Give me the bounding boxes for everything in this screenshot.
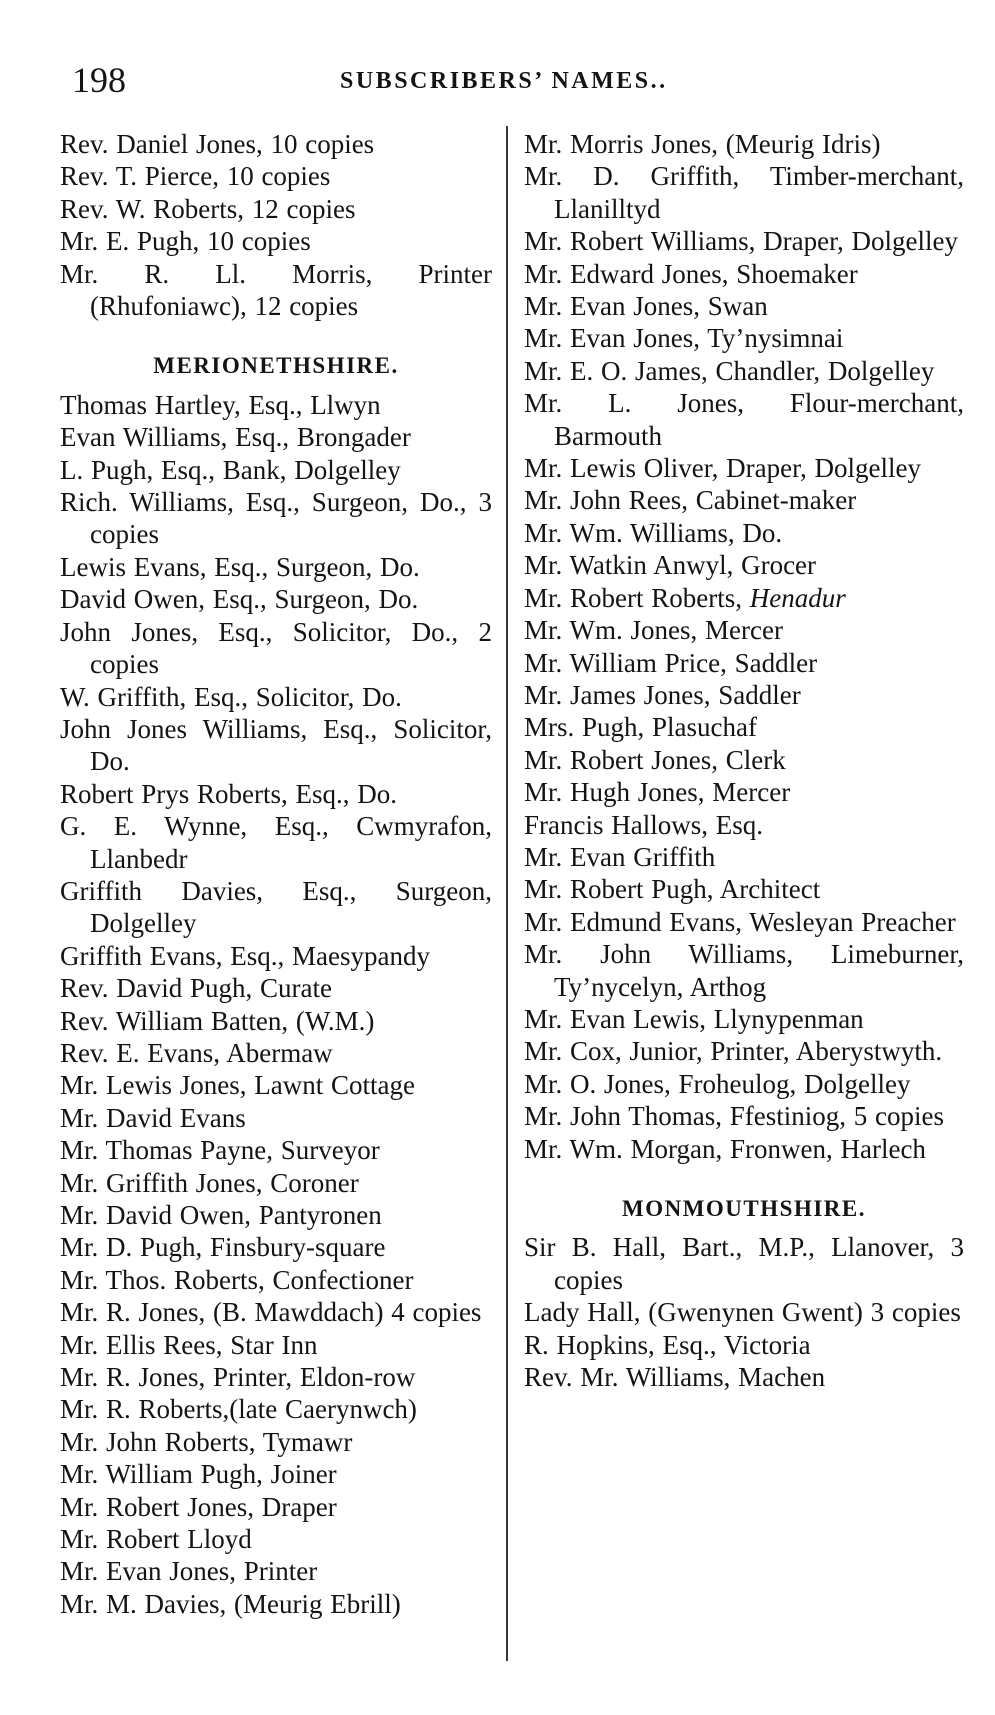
page-number: 198 — [72, 60, 126, 100]
list-item: W. Griffith, Esq., Solicitor, Do. — [60, 681, 402, 712]
list-item: Mr. Robert Lloyd — [60, 1524, 252, 1555]
column-rule — [506, 126, 508, 1661]
list-item: Mr. Evan Jones, Swan — [524, 291, 768, 322]
list-item: Rev. Mr. Williams, Machen — [524, 1362, 826, 1393]
list-item: Mr. Thos. Roberts, Confectioner — [60, 1264, 414, 1295]
list-item: Mr. Lewis Oliver, Draper, Dolgelley — [524, 453, 921, 484]
list-item: Mr. Lewis Jones, Lawnt Cottage — [60, 1070, 415, 1101]
list-item: Mr. Evan Jones, Ty’nysimnai — [524, 323, 844, 354]
section-heading-merionethshire: MERIONETHSHIRE. — [153, 353, 399, 379]
list-item: Rev. David Pugh, Curate — [60, 973, 332, 1004]
list-item: David Owen, Esq., Surgeon, Do. — [60, 584, 419, 615]
list-item: Mr. Edward Jones, Shoemaker — [524, 258, 858, 289]
list-item: Rev. E. Evans, Abermaw — [60, 1037, 333, 1068]
list-item: Robert Prys Roberts, Esq., Do. — [60, 778, 397, 809]
list-item: Mr. Morris Jones, (Meurig Idris) — [524, 129, 881, 159]
list-item — [524, 582, 964, 614]
list-item: Mr. Robert Pugh, Architect — [524, 874, 821, 905]
list-item: Mr. M. Davies, (Meurig Ebrill) — [60, 1588, 401, 1619]
list-item: Griffith Evans, Esq., Maesypandy — [60, 940, 430, 971]
list-item: Sir B. Hall, Bart., M.P., Llanover, 3 copies — [524, 1232, 964, 1295]
list-item: Mr. Cox, Junior, Printer, Aberystwyth. — [524, 1036, 943, 1067]
list-item: Mr. Evan Jones, Printer — [60, 1556, 318, 1587]
list-item: Mr. Robert Jones, Clerk — [524, 744, 786, 775]
list-item: Griffith Davies, Esq., Surgeon, Dolgelley — [60, 875, 492, 939]
list-item: Mr. Wm. Williams, Do. — [524, 517, 783, 548]
list-item: Mr. E. O. James, Chandler, Dolgelley — [524, 355, 935, 386]
list-item: Mr. Evan Lewis, Llynypenman — [524, 1003, 864, 1034]
list-item: Mr. D. Pugh, Finsbury-square — [60, 1232, 386, 1263]
list-item: L. Pugh, Esq., Bank, Dolgelley — [60, 454, 401, 485]
list-item: Mr. William Pugh, Joiner — [60, 1459, 337, 1490]
list-item: Mrs. Pugh, Plasuchaf — [524, 712, 757, 743]
list-item: Mr. R. Roberts,(late Caerynwch) — [60, 1394, 417, 1425]
list-item: Evan Williams, Esq., Brongader — [60, 422, 411, 453]
list-item: Mr. Wm. Morgan, Fronwen, Harlech — [524, 1133, 926, 1164]
merionethshire-entries — [60, 389, 492, 1620]
list-item: Mr. David Owen, Pantyronen — [60, 1200, 382, 1230]
list-item: Rev. William Batten, (W.M.) — [60, 1005, 375, 1036]
list-item: Mr. Watkin Anwyl, Grocer — [524, 550, 817, 581]
list-item: Mr. Wm. Jones, Mercer — [524, 615, 783, 646]
list-item: Mr. L. Jones, Flour-merchant, Barmouth — [524, 388, 964, 451]
list-item: Mr. James Jones, Saddler — [524, 679, 801, 710]
list-item: Rich. Williams, Esq., Surgeon, Do., 3 copies — [60, 487, 492, 550]
list-item: Mr. John Roberts, Tymawr — [60, 1426, 353, 1457]
right-column — [524, 128, 964, 1393]
monmouthshire-entries — [524, 1231, 964, 1393]
list-item: Mr. R. Ll. Morris, Printer (Rhufoniawc), 12 copies — [60, 258, 492, 322]
list-item: Mr. Robert Williams, Draper, Dolgelley — [524, 226, 958, 257]
list-item: Lady Hall, (Gwenynen Gwent) 3 copies — [524, 1297, 961, 1328]
list-item: Mr. O. Jones, Froheulog, Dolgelley — [524, 1068, 911, 1099]
list-item: Mr. John Thomas, Ffestiniog, 5 copies — [524, 1101, 944, 1132]
list-item: John Jones, Esq., Solicitor, Do., 2 copies — [60, 616, 492, 680]
list-item: Mr. Ellis Rees, Star Inn — [60, 1329, 318, 1360]
list-item: Lewis Evans, Esq., Surgeon, Do. — [60, 551, 420, 582]
list-item: G. E. Wynne, Esq., Cwmyrafon, Llanbedr — [60, 811, 492, 874]
list-item: Rev. W. Roberts, 12 copies — [60, 193, 356, 224]
list-item: Francis Hallows, Esq. — [524, 809, 763, 840]
list-item: Rev. Daniel Jones, 10 copies — [60, 129, 375, 159]
list-item: Mr. David Evans — [60, 1102, 246, 1133]
list-item: Mr. D. Griffith, Timber-merchant, Llanilltyd — [524, 161, 964, 224]
list-item: John Jones Williams, Esq., Solicitor, Do. — [60, 713, 492, 777]
list-item: Mr. Griffith Jones, Coroner — [60, 1167, 359, 1198]
list-item: Mr. Robert Jones, Draper — [60, 1491, 337, 1522]
list-item: Mr. Hugh Jones, Mercer — [524, 777, 791, 808]
running-head: SUBSCRIBERS’ NAMES.. — [340, 68, 668, 94]
list-item: Mr. E. Pugh, 10 copies — [60, 226, 311, 257]
list-item: Mr. Evan Griffith — [524, 841, 716, 872]
list-item: Mr. John Williams, Limeburner, Ty’nycelyn, Arthog — [524, 939, 964, 1002]
list-item: R. Hopkins, Esq., Victoria — [524, 1329, 811, 1360]
henadur-entry-title: Henadur — [749, 582, 846, 613]
left-top-entries — [60, 128, 492, 322]
list-item: Mr. R. Jones, (B. Mawddach) 4 copies — [60, 1297, 482, 1328]
list-item: Rev. T. Pierce, 10 copies — [60, 161, 331, 192]
list-item: Mr. John Rees, Cabinet-maker — [524, 485, 857, 516]
list-item: Mr. Thomas Payne, Surveyor — [60, 1135, 380, 1166]
section-heading-monmouthshire: MONMOUTHSHIRE. — [622, 1196, 866, 1221]
henadur-entry-name: Mr. Robert Roberts, — [524, 582, 750, 613]
left-column — [60, 128, 492, 1620]
right-merionethshire-entries — [524, 128, 964, 1165]
list-item: Mr. Edmund Evans, Wesleyan Preacher — [524, 906, 956, 937]
list-item: Thomas Hartley, Esq., Llwyn — [60, 389, 381, 420]
list-item: Mr. R. Jones, Printer, Eldon-row — [60, 1362, 416, 1393]
list-item: Mr. William Price, Saddler — [524, 647, 818, 678]
